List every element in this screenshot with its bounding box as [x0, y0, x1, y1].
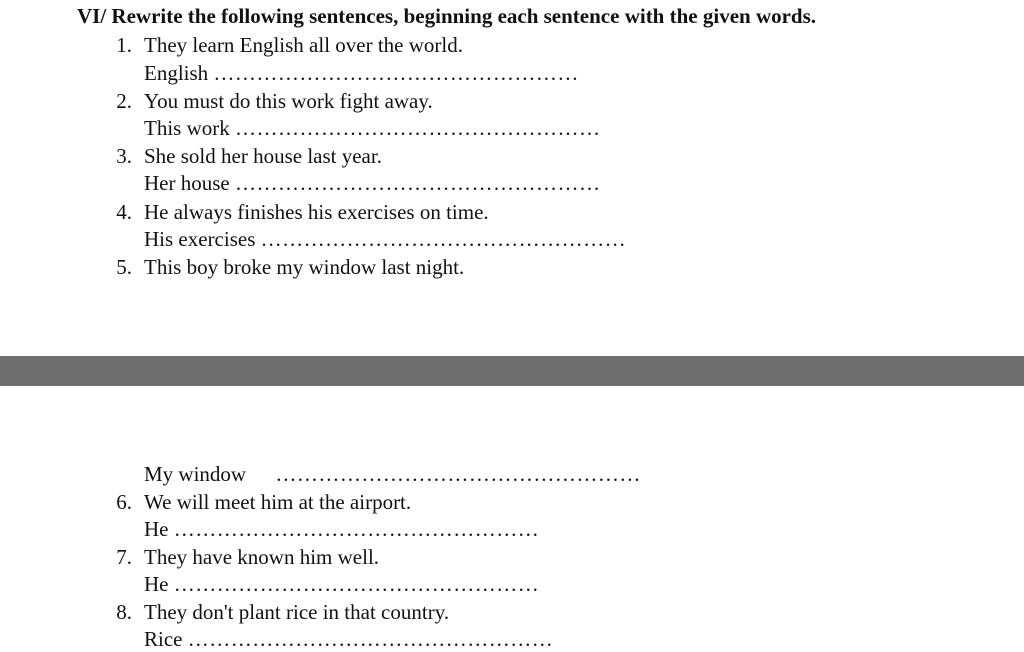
- item-7-answer-line: [144, 571, 539, 597]
- item-4-number: 4.: [116, 200, 132, 224]
- item-4-answer-line: [144, 226, 626, 252]
- worksheet-bottom-panel: [0, 386, 1024, 652]
- item-5-answer-dots[interactable]: ……………………………………………: [275, 462, 641, 486]
- item-2-answer-dots[interactable]: ……………………………………………: [235, 116, 601, 140]
- item-1-prompt: English: [144, 61, 209, 85]
- item-2-prompt: This work: [144, 116, 230, 140]
- item-6-answer-dots[interactable]: ……………………………………………: [173, 517, 540, 541]
- item-8-number: 8.: [116, 600, 132, 624]
- item-1-sentence: They learn English all over the world.: [144, 33, 463, 57]
- item-6-sentence: We will meet him at the airport.: [144, 490, 412, 514]
- item-7-number: 7.: [116, 545, 132, 569]
- item-8-answer-dots[interactable]: ……………………………………………: [187, 627, 554, 651]
- item-6-answer-line: [144, 516, 539, 542]
- item-8-sentence: They don't plant rice in that country.: [144, 600, 450, 624]
- item-2-sentence: You must do this work fight away.: [144, 89, 433, 113]
- item-7-answer-dots[interactable]: ……………………………………………: [173, 572, 540, 596]
- page-break-divider: [0, 356, 1024, 386]
- item-3-answer-dots[interactable]: ……………………………………………: [234, 171, 601, 195]
- item-3-answer-line: [144, 170, 600, 196]
- item-4-sentence: He always finishes his exercises on time.: [144, 200, 489, 224]
- item-3-sentence: She sold her house last year.: [144, 144, 382, 168]
- item-8-prompt: Rice: [144, 627, 183, 651]
- item-6-number: 6.: [116, 490, 132, 514]
- item-2-answer-line: [144, 115, 601, 141]
- item-7-sentence: They have known him well.: [144, 545, 380, 569]
- item-1-answer-line: [144, 60, 579, 86]
- item-5-prompt: My window: [144, 462, 247, 486]
- exercise-instruction: VI/ Rewrite the following sentences, beginning each sentence with the given words.: [77, 4, 817, 28]
- item-4-answer-dots[interactable]: ……………………………………………: [260, 227, 627, 251]
- item-3-prompt: Her house: [144, 171, 230, 195]
- item-1-answer-dots[interactable]: ……………………………………………: [213, 61, 579, 85]
- item-1-number: 1.: [116, 33, 132, 57]
- item-5-sentence: This boy broke my window last night.: [144, 255, 465, 279]
- item-6-prompt: He: [144, 517, 169, 541]
- item-4-prompt: His exercises: [144, 227, 256, 251]
- item-3-number: 3.: [116, 144, 132, 168]
- item-5-number: 5.: [116, 255, 132, 279]
- item-2-number: 2.: [116, 89, 132, 113]
- item-7-prompt: He: [144, 572, 169, 596]
- item-8-answer-line: [144, 626, 553, 652]
- item-5-answer-line: [144, 461, 641, 487]
